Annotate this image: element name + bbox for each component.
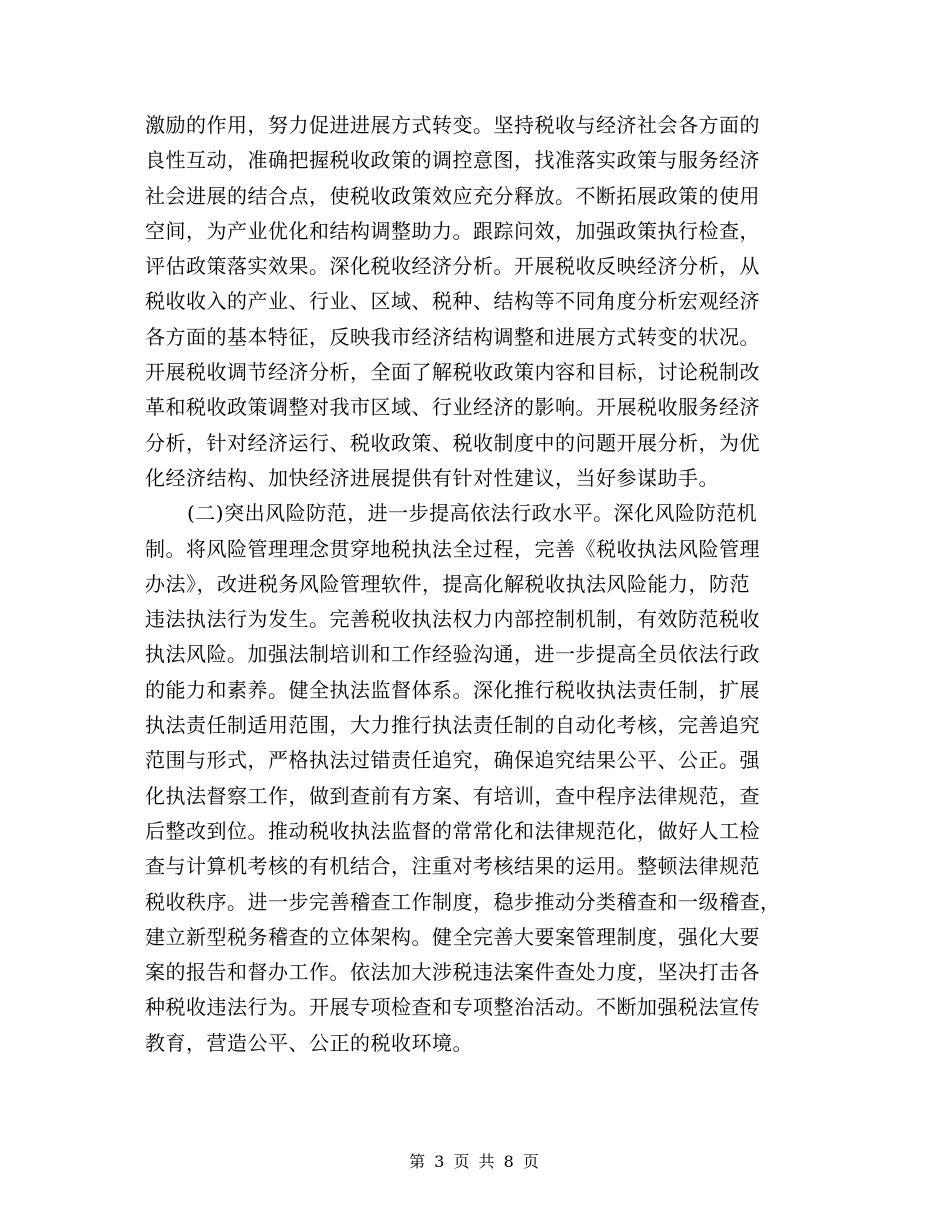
text-line: 教育，营造公平、公正的税收环境。 bbox=[145, 1030, 473, 1055]
text-line: 分析，针对经济运行、税收政策、税收制度中的问题开展分析，为优 bbox=[145, 430, 760, 455]
text-line: 办法》，改进税务风险管理软件，提高化解税收执法风险能力，防范 bbox=[145, 571, 750, 596]
text-line: 范围与形式，严格执法过错责任追究，确保追究结果公平、公正。强 bbox=[145, 748, 760, 773]
text-line: 开展税收调节经济分析，全面了解税收政策内容和目标，讨论税制改 bbox=[145, 360, 760, 385]
text-line: 案的报告和督办工作。依法加大涉税违法案件查处力度，坚决打击各 bbox=[145, 960, 760, 985]
text-line: 税收秩序。进一步完善稽查工作制度，稳步推动分类稽查和一级稽查， bbox=[145, 889, 781, 914]
text-line: 良性互动，准确把握税收政策的调控意图，找准落实政策与服务经济 bbox=[145, 148, 760, 173]
text-line: 税收收入的产业、行业、区域、税种、结构等不同角度分析宏观经济 bbox=[145, 289, 760, 314]
text-line: 的能力和素养。健全执法监督体系。深化推行税收执法责任制，扩展 bbox=[145, 677, 760, 702]
text-line: 评估政策落实效果。深化税收经济分析。开展税收反映经济分析，从 bbox=[145, 254, 760, 279]
page-number-footer: 第 3 页 共 8 页 bbox=[409, 1152, 541, 1171]
text-line: 违法执法行为发生。完善税收执法权力内部控制机制，有效防范税收 bbox=[145, 607, 760, 632]
text-line: 激励的作用，努力促进进展方式转变。坚持税收与经济社会各方面的 bbox=[145, 113, 760, 137]
body-text bbox=[145, 108, 805, 1061]
text-line: 社会进展的结合点，使税收政策效应充分释放。不断拓展政策的使用 bbox=[145, 183, 760, 208]
text-line: 化经济结构、加快经济进展提供有针对性建议，当好参谋助手。 bbox=[145, 465, 719, 490]
section-heading-line: (二)突出风险防范，进一步提高依法行政水平。深化风险防范机 bbox=[187, 501, 758, 526]
text-line: 革和税收政策调整对我市区域、行业经济的影响。开展税收服务经济 bbox=[145, 395, 760, 420]
text-line: 后整改到位。推动税收执法监督的常常化和法律规范化，做好人工检 bbox=[145, 818, 760, 843]
text-line: 化执法督察工作，做到查前有方案、有培训，查中程序法律规范，查 bbox=[145, 783, 760, 808]
text-line: 制。将风险管理理念贯穿地税执法全过程，完善《税收执法风险管理 bbox=[145, 536, 760, 561]
text-line: 执法责任制适用范围，大力推行执法责任制的自动化考核，完善追究 bbox=[145, 713, 760, 738]
text-line: 空间，为产业优化和结构调整助力。跟踪问效，加强政策执行检查， bbox=[145, 218, 760, 243]
text-line: 查与计算机考核的有机结合，注重对考核结果的运用。整顿法律规范 bbox=[145, 854, 760, 879]
text-line: 种税收违法行为。开展专项检查和专项整治活动。不断加强税法宣传 bbox=[145, 995, 760, 1020]
text-line: 各方面的基本特征，反映我市经济结构调整和进展方式转变的状况。 bbox=[145, 324, 760, 349]
text-line: 执法风险。加强法制培训和工作经验沟通，进一步提高全员依法行政 bbox=[145, 642, 760, 667]
text-line: 建立新型税务稽查的立体架构。健全完善大要案管理制度，强化大要 bbox=[145, 924, 760, 949]
